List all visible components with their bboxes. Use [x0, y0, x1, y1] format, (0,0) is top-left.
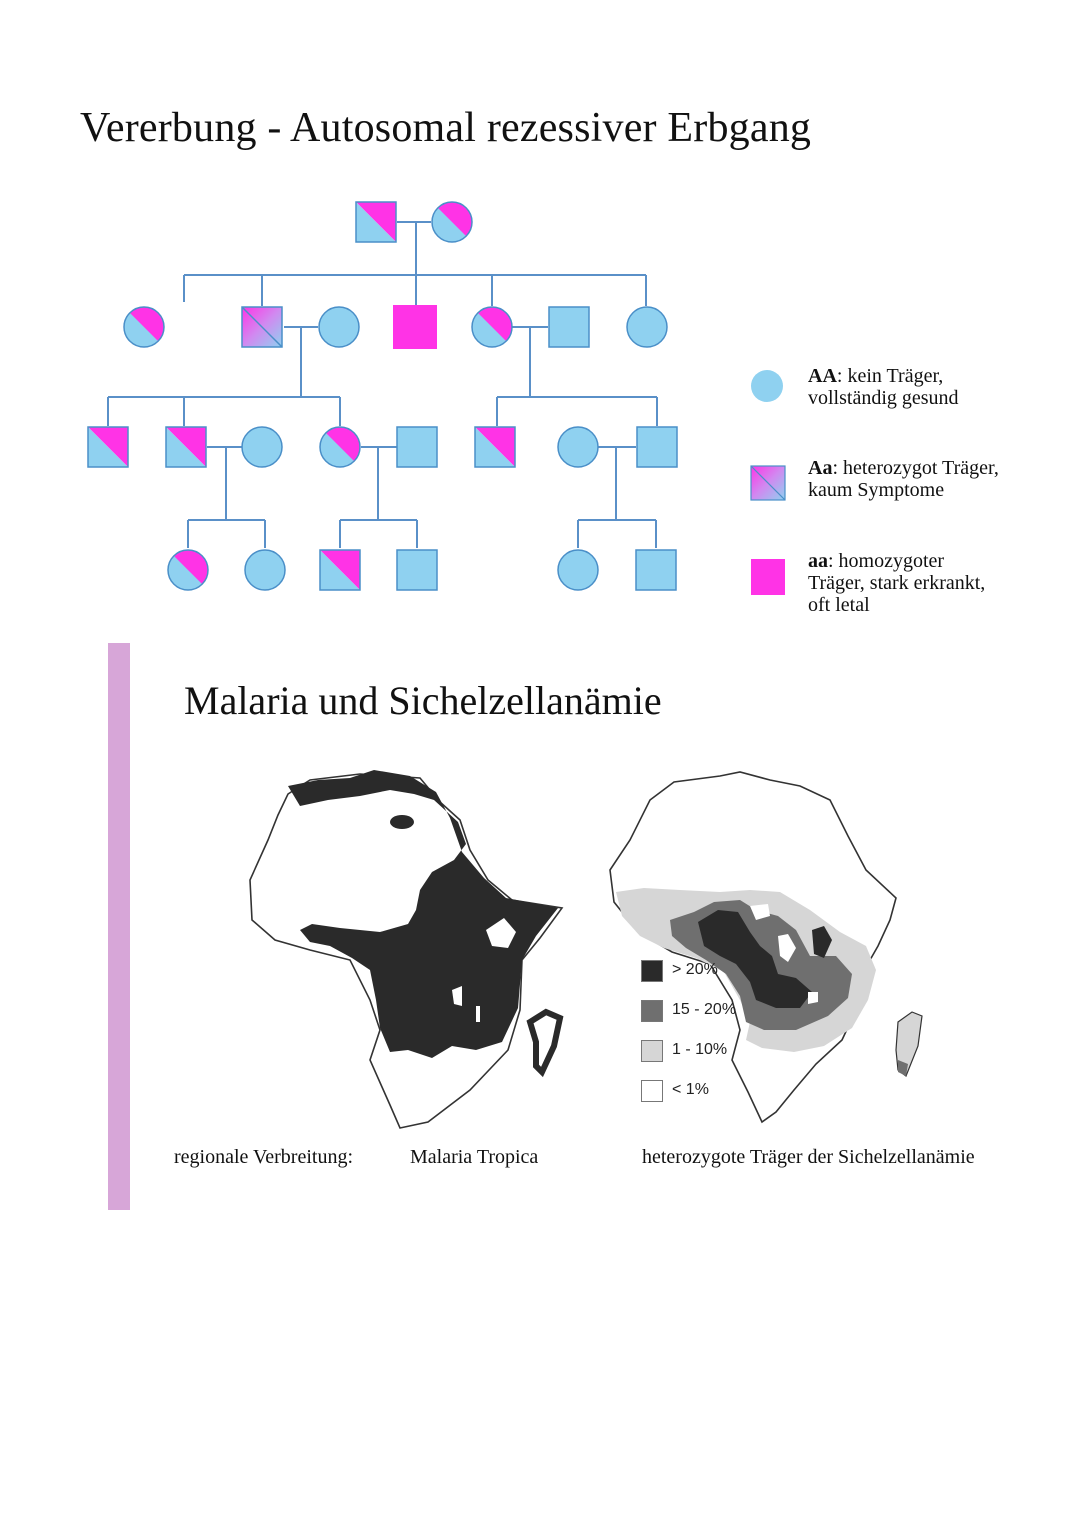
caption-sickle-cell-map: heterozygote Träger der Sichelzellanämie [642, 1146, 975, 1168]
legend-genotype: AA [808, 365, 837, 387]
legend-description: : homozygoter [828, 550, 945, 572]
male-Aa-symbol [88, 427, 128, 467]
legend-symbol-AA [751, 370, 783, 402]
map-legend-label: 1 - 10% [672, 1041, 728, 1058]
map-legend-label: 15 - 20% [672, 1001, 737, 1018]
female-AA-symbol [627, 307, 667, 347]
legend-description: : heterozygot Träger, [832, 457, 999, 479]
male-AA-symbol [397, 550, 437, 590]
map-legend-label: > 20% [672, 961, 718, 978]
legend-description: vollständig gesund [808, 387, 959, 409]
legend-description: Träger, stark erkrankt, [808, 572, 986, 594]
male-AA-symbol [397, 427, 437, 467]
male-Aa-symbol [320, 550, 360, 590]
legend-entry-aa [808, 550, 985, 616]
legend-entry-AA [808, 365, 959, 409]
female-Aa-symbol [472, 307, 512, 347]
male-AA-symbol [637, 427, 677, 467]
legend-symbol-Aa [751, 466, 785, 500]
caption-malaria-map: Malaria Tropica [410, 1146, 539, 1168]
map-legend-swatch [641, 960, 663, 982]
female-AA-symbol [242, 427, 282, 467]
legend-genotype: aa [808, 550, 828, 572]
female-AA-symbol [558, 427, 598, 467]
pedigree-lines [108, 222, 657, 548]
male-aa-symbol [393, 305, 437, 349]
female-Aa-symbol [168, 550, 208, 590]
legend-description: kaum Symptome [808, 479, 945, 501]
female-AA-symbol [245, 550, 285, 590]
male-Aa-symbol [475, 427, 515, 467]
legend-entry-Aa [808, 457, 999, 501]
page-title: Vererbung - Autosomal rezessiver Erbgang [80, 105, 812, 151]
female-Aa-symbol [320, 427, 360, 467]
section-accent-bar [108, 643, 130, 1210]
female-Aa-symbol [124, 307, 164, 347]
female-AA-symbol [558, 550, 598, 590]
legend-description: : kein Träger, [836, 365, 944, 387]
map-legend-swatch [641, 1040, 663, 1062]
male-AA-symbol [636, 550, 676, 590]
caption-prefix: regionale Verbreitung: [174, 1146, 354, 1168]
male-AA-symbol [549, 307, 589, 347]
female-AA-symbol [319, 307, 359, 347]
map-legend-label: < 1% [672, 1081, 709, 1098]
male-Aa-symbol [356, 202, 396, 242]
pedigree-diagram [0, 0, 1080, 640]
malaria-map [240, 760, 580, 1130]
sickle-cell-map [600, 760, 940, 1130]
legend-description: oft letal [808, 594, 870, 616]
legend-genotype: Aa [808, 457, 833, 479]
female-Aa-symbol [432, 202, 472, 242]
male-Aa-symbol [242, 307, 282, 347]
section-title: Malaria und Sichelzellanämie [184, 678, 662, 723]
map-legend-swatch [641, 1000, 663, 1022]
male-Aa-symbol [166, 427, 206, 467]
legend-symbol-aa [751, 559, 785, 595]
map-legend-swatch [641, 1080, 663, 1102]
